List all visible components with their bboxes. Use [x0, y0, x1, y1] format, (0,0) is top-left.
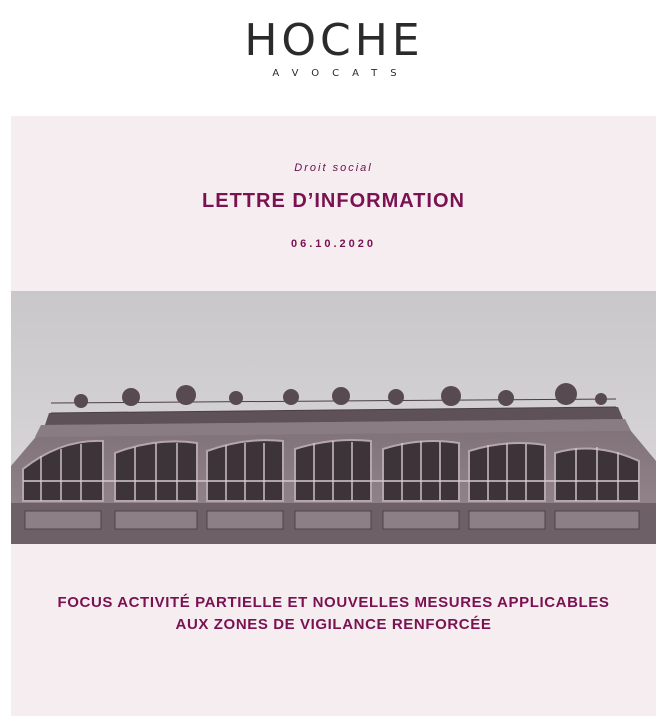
logo-name: HOCHE — [244, 15, 424, 66]
headline — [11, 592, 656, 636]
headline-line-2: AUX ZONES DE VIGILANCE RENFORCÉE — [175, 616, 492, 633]
building-facade-image — [11, 291, 656, 544]
newsletter-date: 06.10.2020 — [290, 238, 377, 250]
headline-line-1: FOCUS ACTIVITÉ PARTIELLE ET NOUVELLES MESURES APPLICABLES — [57, 594, 610, 611]
category-label: Droit social — [294, 162, 373, 174]
newsletter-title: LETTRE D’INFORMATION — [202, 190, 465, 212]
newsletter-panel — [11, 116, 656, 716]
firm-logo — [0, 15, 668, 79]
logo-subtitle: AVOCATS — [272, 68, 410, 79]
